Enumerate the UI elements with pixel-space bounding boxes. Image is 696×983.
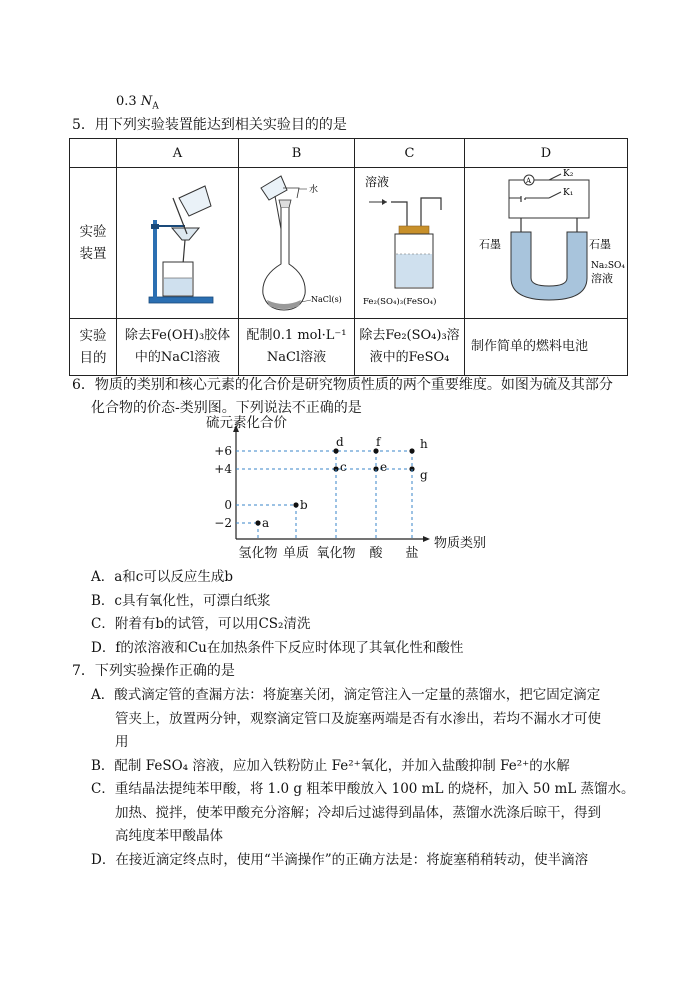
point-label-g: g — [420, 468, 428, 482]
y-axis-label: 硫元素化合价 — [206, 415, 287, 431]
point-label-e: e — [380, 460, 388, 474]
valence-category-chart — [198, 415, 498, 563]
point-d — [333, 448, 338, 453]
svg-text:溶液: 溶液 — [365, 175, 390, 189]
svg-text:石墨: 石墨 — [589, 238, 611, 251]
point-h — [409, 448, 414, 453]
x-tick-label: 盐 — [405, 546, 419, 561]
svg-text:溶液: 溶液 — [591, 272, 613, 285]
header-a: A — [117, 139, 239, 168]
q7-option-b: B．配制 FeSO₄ 溶液，应加入铁粉防止 Fe²⁺氧化，并加入盐酸抑制 Fe²⁺的水解 — [91, 758, 570, 774]
y-tick-label: +6 — [214, 444, 232, 458]
table-corner — [70, 139, 117, 168]
q6-option-c: C．附着有b的试管，可以用CS₂清洗 — [91, 616, 311, 632]
point-label-a: a — [262, 516, 270, 530]
purpose-d: 制作简单的燃料电池 — [465, 319, 628, 376]
point-a — [255, 520, 260, 525]
row-label-purpose: 实验 目的 — [70, 319, 117, 376]
svg-text:A: A — [526, 177, 532, 185]
point-label-b: b — [300, 498, 308, 512]
q7-option-c-line3: 高纯度苯甲酸晶体 — [115, 828, 223, 844]
y-tick-label: 0 — [224, 498, 232, 512]
x-tick-label: 氢化物 — [238, 546, 278, 561]
y-tick-label: −2 — [214, 516, 232, 530]
svg-text:Na₂SO₄: Na₂SO₄ — [591, 261, 626, 271]
svg-text:NaCl(s): NaCl(s) — [311, 295, 342, 304]
svg-text:K₁: K₁ — [563, 188, 574, 198]
q6-option-d: D．f的浓溶液和Cu在加热条件下反应时体现了其氧化性和酸性 — [91, 640, 464, 656]
u-tube-fuel-cell-diagram — [465, 168, 628, 314]
apparatus-d — [465, 168, 628, 319]
x-axis-arrow — [423, 536, 430, 542]
purpose-b: 配制0.1 mol·L⁻¹ NaCl溶液 — [239, 319, 355, 376]
q7-stem: 7．下列实验操作正确的是 — [72, 663, 235, 679]
point-label-c: c — [340, 460, 347, 474]
point-label-d: d — [336, 435, 344, 449]
row-label-apparatus: 实验 装置 — [70, 168, 117, 319]
q5-table — [69, 138, 628, 376]
svg-text:石墨: 石墨 — [479, 238, 501, 251]
q6-option-a: A．a和c可以反应生成b — [91, 569, 234, 585]
point-b — [293, 502, 298, 507]
purpose-c: 除去Fe₂(SO₄)₃溶 液中的FeSO₄ — [355, 319, 465, 376]
apparatus-a — [117, 168, 239, 319]
apparatus-c — [355, 168, 465, 319]
q7-option-a-line3: 用 — [115, 734, 129, 750]
y-tick-label: +4 — [214, 462, 232, 476]
q6-stem-line2: 化合物的价态-类别图。下列说法不正确的是 — [91, 400, 362, 416]
point-label-h: h — [420, 437, 428, 451]
x-tick-label: 单质 — [282, 546, 310, 561]
volumetric-flask-diagram — [239, 168, 355, 314]
header-c: C — [355, 139, 465, 168]
header-b: B — [239, 139, 355, 168]
q6-option-b: B．c具有氧化性，可漂白纸浆 — [91, 593, 271, 609]
q5-stem: 5．用下列实验装置能达到相关实验目的的是 — [72, 117, 347, 133]
filtration-stand-diagram — [117, 168, 239, 314]
point-label-f: f — [376, 435, 381, 449]
purpose-a: 除去Fe(OH)₃胶体 中的NaCl溶液 — [117, 319, 239, 376]
q6-stem-line1: 6．物质的类别和核心元素的化合价是研究物质性质的两个重要维度。如图为硫及其部分 — [72, 377, 613, 393]
svg-text:K₂: K₂ — [563, 169, 574, 179]
q7-option-c-line1: C．重结晶法提纯苯甲酸，将 1.0 g 粗苯甲酸放入 100 mL 的烧杯，加入 50 mL 蒸馏水。 — [91, 781, 635, 797]
gas-washing-bottle-diagram — [355, 168, 465, 314]
svg-text:水: 水 — [309, 185, 319, 195]
x-tick-label: 酸 — [369, 546, 383, 561]
header-d: D — [465, 139, 628, 168]
x-axis-label: 物质类别 — [434, 536, 487, 551]
x-tick-label: 氧化物 — [316, 546, 356, 561]
apparatus-b — [239, 168, 355, 319]
point-f — [373, 448, 378, 453]
previous-answer-tail: 0.3 $N_A$ — [116, 94, 159, 112]
q7-option-a-line1: A．酸式滴定管的查漏方法：将旋塞关闭，滴定管注入一定量的蒸馏水，把它固定滴定 — [91, 687, 601, 703]
svg-text:Fe₂(SO₄)₃(FeSO₄): Fe₂(SO₄)₃(FeSO₄) — [363, 297, 437, 307]
q7-option-c-line2: 加热、搅拌，使苯甲酸充分溶解；冷却后过滤得到晶体，蒸馏水洗涤后晾干，得到 — [115, 805, 601, 821]
q7-option-d: D．在接近滴定终点时，使用“半滴操作”的正确方法是：将旋塞稍稍转动，使半滴溶 — [91, 852, 589, 868]
q7-option-a-line2: 管夹上，放置两分钟，观察滴定管口及旋塞两端是否有水渗出，若均不漏水才可使 — [115, 711, 601, 727]
